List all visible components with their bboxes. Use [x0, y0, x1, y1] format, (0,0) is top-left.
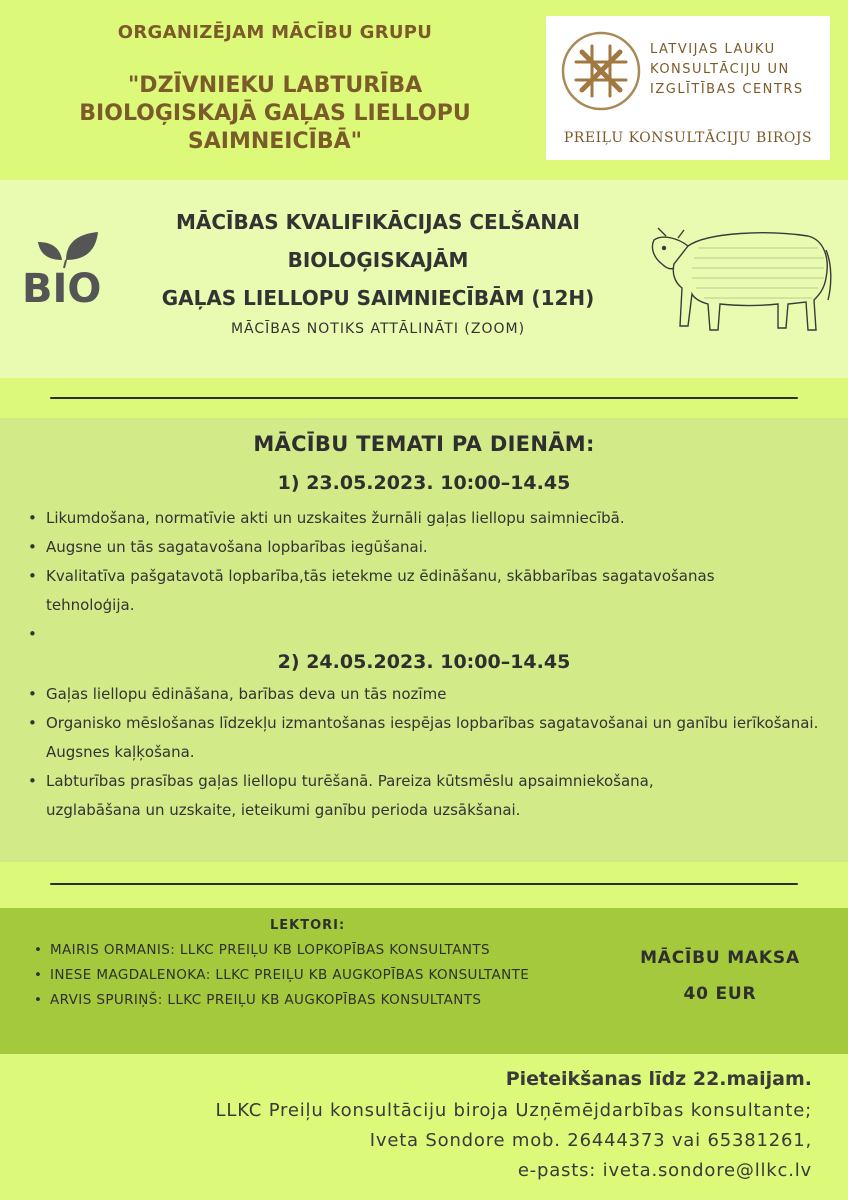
- lecturers-section: [0, 908, 848, 1054]
- logo-office-name: PREIĻU KONSULTĀCIJU BIROJS: [563, 130, 813, 146]
- cow-illustration-icon: [648, 208, 832, 338]
- list-item: • INESE MAGDALENOKA: LLKC PREIĻU KB AUGKOPĪBAS KONSULTANTE: [30, 963, 550, 988]
- organizer-heading: ORGANIZĒJAM MĀCĪBU GRUPU: [117, 22, 433, 43]
- logo-org-line: IZGLĪTĪBAS CENTRS: [650, 82, 804, 97]
- course-title-line: BIOLOĢISKAJĀ GAĻAS LIELLOPU: [79, 101, 471, 126]
- logo-org-line: KONSULTĀCIJU UN: [650, 62, 790, 77]
- info-line: GAĻAS LIELLOPU SAIMNIECĪBĀM (12H): [161, 286, 595, 310]
- bio-leaf-icon: [22, 224, 112, 304]
- bio-label: BIO: [22, 266, 102, 304]
- day-2-title: 2) 24.05.2023. 10:00–14.45: [277, 651, 571, 673]
- course-title: [40, 72, 510, 156]
- topics-title: MĀCĪBU TEMATI PA DIENĀM:: [253, 432, 595, 456]
- info-line: BIOLOĢISKAJĀM: [287, 248, 469, 272]
- info-line: MĀCĪBAS KVALIFIKĀCIJAS CELŠANAI: [176, 210, 580, 234]
- price-value: 40 EUR: [683, 984, 757, 1004]
- course-info-band: [0, 180, 848, 378]
- list-item: • Organisko mēslošanas līdzekļu izmantošanas iespējas lopbarības sagatavošanai un ganību ierīkošanai. Augsnes kaļķošana.: [24, 709, 824, 767]
- list-item: • Likumdošana, normatīvie akti un uzskaites žurnāli gaļas liellopu saimniecībā.: [24, 504, 824, 533]
- list-item: • Labturības prasības gaļas liellopu turēšanā. Pareiza kūtsmēslu apsaimniekošana, uzglabāšana un uzskaite, ieteikumi ganību perioda uzsākšanai.: [24, 767, 724, 825]
- course-title-line: SAIMNEICĪBĀ": [187, 129, 363, 154]
- day-1-topic-list: [24, 504, 824, 649]
- llkc-emblem-icon: [560, 30, 642, 112]
- topics-section: [0, 418, 848, 862]
- list-item: • ARVIS SPURIŅŠ: LLKC PREIĻU KB AUGKOPĪBAS KONSULTANTS: [30, 988, 610, 1013]
- contact-line: LLKC Preiļu konsultāciju biroja Uzņēmējdarbības konsultante;: [215, 1100, 812, 1121]
- logo-org-line: LATVIJAS LAUKU: [650, 42, 776, 57]
- course-title-line: "DZĪVNIEKU LABTURĪBA: [127, 73, 423, 98]
- day-1-title: 1) 23.05.2023. 10:00–14.45: [277, 472, 571, 494]
- llkc-logo: [546, 16, 830, 160]
- contact-line: Iveta Sondore mob. 26444373 vai 65381261,: [369, 1130, 812, 1151]
- contact-email[interactable]: e-pasts: iveta.sondore@llkc.lv: [517, 1160, 812, 1181]
- section-divider: [50, 397, 798, 399]
- list-item: [24, 620, 824, 649]
- lecturers-title: LEKTORI:: [270, 918, 346, 933]
- list-item: • Gaļas liellopu ēdināšana, barības deva un tās nozīme: [24, 680, 824, 709]
- registration-deadline: Pieteikšanas līdz 22.maijam.: [505, 1068, 812, 1090]
- section-divider: [50, 883, 798, 885]
- list-item: • Augsne un tās sagatavošana lopbarības iegūšanai.: [24, 533, 824, 562]
- lecturers-list: [30, 938, 610, 1013]
- price-label: MĀCĪBU MAKSA: [640, 948, 800, 968]
- day-2-topic-list: [24, 680, 824, 825]
- remote-note: MĀCĪBAS NOTIKS ATTĀLINĀTI (ZOOM): [230, 321, 526, 337]
- list-item: • Kvalitatīva pašgatavotā lopbarība,tās ietekme uz ēdināšanu, skābbarības sagatavošanas tehnoloģija.: [24, 562, 784, 620]
- list-item: • MAIRIS ORMANIS: LLKC PREIĻU KB LOPKOPĪBAS KONSULTANTS: [30, 938, 610, 963]
